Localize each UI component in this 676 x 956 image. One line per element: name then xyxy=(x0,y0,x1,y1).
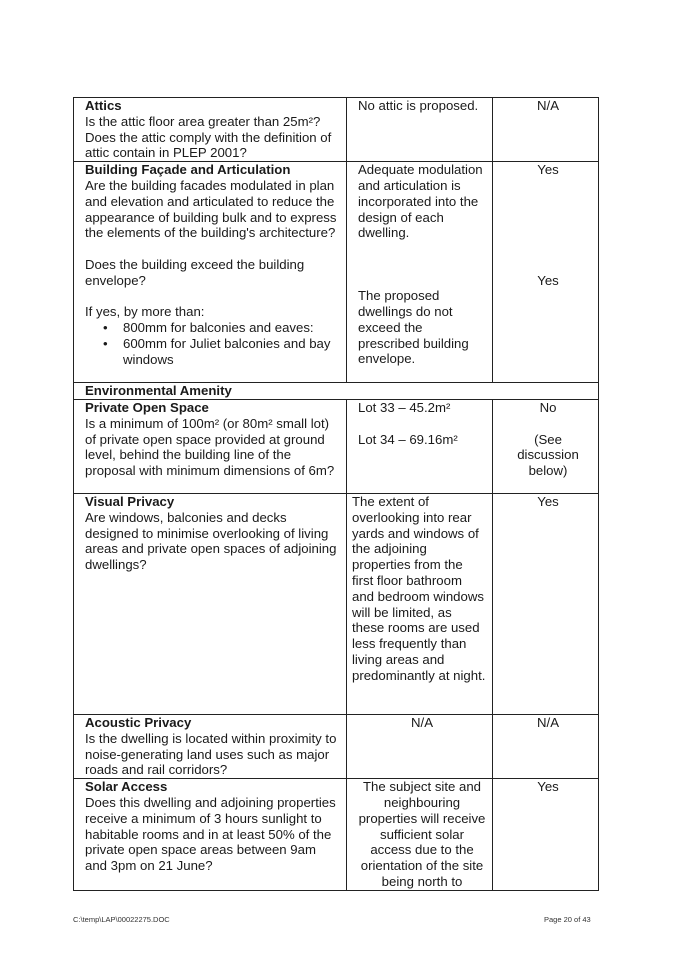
result-cell xyxy=(493,493,599,714)
list-item: • 800mm for balconies and eaves: xyxy=(123,320,340,336)
response-text: No attic is proposed. xyxy=(358,98,479,113)
result-text: Yes xyxy=(537,272,559,288)
section-title: Visual Privacy xyxy=(85,493,175,509)
question-text: Are the building facades modulated in plan and elevation and articulated to reduce the appearance of building bulk and to express the elements of the building's architecture? xyxy=(85,177,337,241)
response-text: The subject site and neighbouring properties will receive sufficient solar access due to the orientation of the site being north to xyxy=(358,779,486,889)
question-text: If yes, by more than: xyxy=(85,304,205,320)
result-text: (See discussion below) xyxy=(517,431,579,479)
response-cell xyxy=(347,714,493,778)
criteria-cell xyxy=(74,98,347,162)
question-text: Does this dwelling and adjoining properties receive a minimum of 3 hours sunlight to habitable rooms and in at least 50% of the private open space areas between 9am and 3pm on 21 June? xyxy=(85,794,336,874)
response-cell xyxy=(347,493,493,714)
criteria-cell xyxy=(74,162,347,383)
section-heading-cell xyxy=(74,383,599,400)
section-title: Acoustic Privacy xyxy=(85,714,192,730)
table-row xyxy=(74,162,599,383)
question-text: Does the building exceed the building envelope? xyxy=(85,256,305,288)
result-cell xyxy=(493,779,599,891)
response-cell xyxy=(347,162,493,383)
response-cell xyxy=(347,779,493,891)
footer-file-path: C:\temp\LAP\00022275.DOC xyxy=(73,915,170,924)
table-row xyxy=(74,714,599,778)
criteria-cell xyxy=(74,714,347,778)
result-cell xyxy=(493,98,599,162)
result-text: Yes xyxy=(537,493,559,509)
section-title: Attics xyxy=(85,98,122,113)
bullet-list xyxy=(85,320,340,367)
question-text: Is a minimum of 100m² (or 80m² small lot) of private open space provided at ground level, behind the building line of the proposal with minimum dimensions of 6m? xyxy=(85,415,335,479)
result-cell xyxy=(493,714,599,778)
result-text: N/A xyxy=(537,98,559,113)
criteria-cell xyxy=(74,493,347,714)
question-text: Are windows, balconies and decks designed to minimise overlooking of living areas and private open spaces of adjoining dwellings? xyxy=(85,509,337,573)
response-text: Lot 34 – 69.16m² xyxy=(358,431,458,447)
table-row xyxy=(74,779,599,891)
list-item: • 600mm for Juliet balconies and bay windows xyxy=(123,336,340,368)
response-text: The extent of overlooking into rear yards and windows of the adjoining properties from the first floor bathroom and bedroom windows will be limited, as these rooms are used less frequently than living areas and predominantly at night. xyxy=(352,493,486,683)
section-title: Private Open Space xyxy=(85,399,209,415)
result-text: No xyxy=(539,399,557,415)
table-row xyxy=(74,383,599,400)
section-title: Environmental Amenity xyxy=(85,383,232,399)
response-text: Adequate modulation and articulation is incorporated into the design of each dwelling. xyxy=(358,162,483,241)
result-text: Yes xyxy=(537,162,559,178)
criteria-cell xyxy=(74,779,347,891)
section-title: Building Façade and Articulation xyxy=(85,162,291,178)
section-title: Solar Access xyxy=(85,779,168,795)
result-text: Yes xyxy=(537,779,559,795)
question-text: Is the dwelling is located within proximity to noise-generating land uses such as major roads and rail corridors? xyxy=(85,730,337,778)
question-text: Does the attic comply with the definition of attic contain in PLEP 2001? xyxy=(85,129,332,161)
result-cell xyxy=(493,399,599,493)
table-row xyxy=(74,399,599,493)
table-row xyxy=(74,493,599,714)
response-text: Lot 33 – 45.2m² xyxy=(358,399,451,415)
response-cell xyxy=(347,399,493,493)
criteria-cell xyxy=(74,399,347,493)
response-cell xyxy=(347,98,493,162)
response-text: The proposed dwellings do not exceed the prescribed building envelope. xyxy=(358,288,469,367)
response-text: N/A xyxy=(411,714,433,730)
result-text: N/A xyxy=(537,714,559,730)
footer-page-number: Page 20 of 43 xyxy=(544,915,591,924)
result-cell xyxy=(493,162,599,383)
compliance-table xyxy=(73,97,599,891)
table-row xyxy=(74,98,599,162)
question-text: Is the attic floor area greater than 25m²? xyxy=(85,113,321,129)
